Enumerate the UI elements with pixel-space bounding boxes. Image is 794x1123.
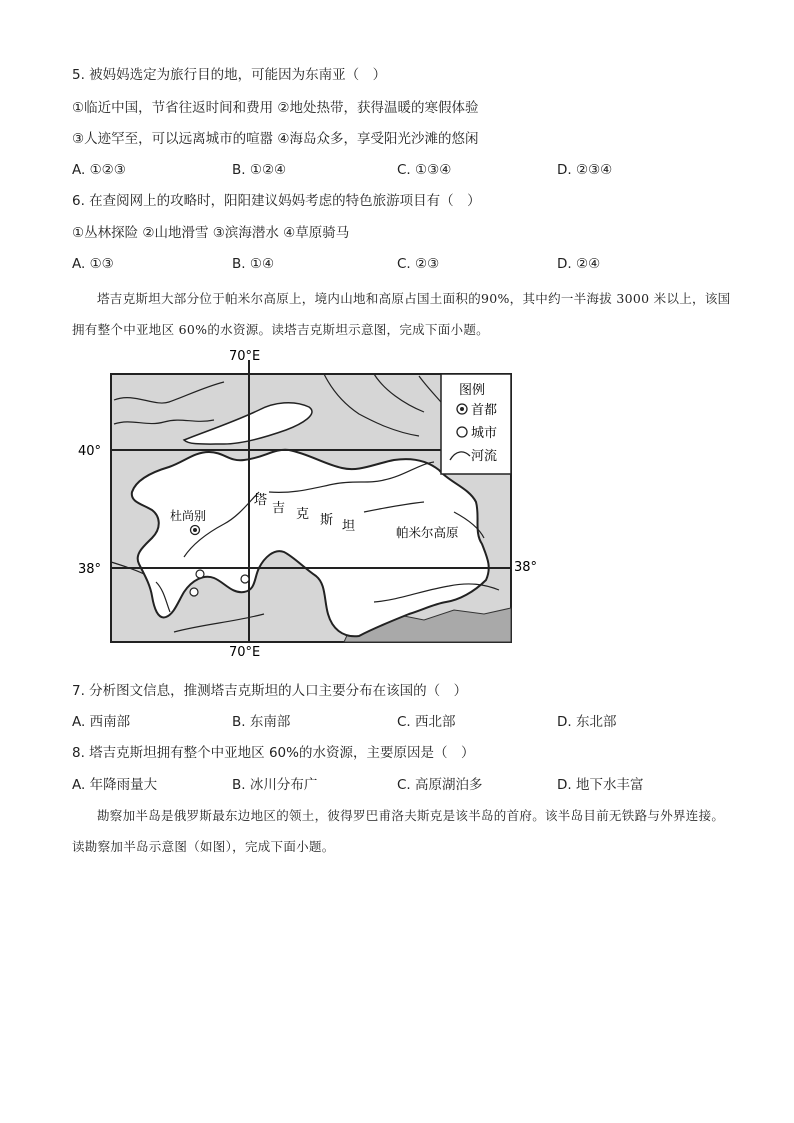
capital-marker-dot [193,528,197,532]
legend-title: 图例 [459,383,486,398]
q5-choice-line-1: ①临近中国，节省往返时间和费用 ②地处热带，获得温暖的寒假体验 [72,100,479,116]
q7-option-c: C. 西北部 [397,714,456,730]
q7-option-a: A. 西南部 [72,714,131,730]
q5-option-d: D. ②③④ [557,162,613,178]
legend-city: 城市 [471,426,498,441]
q5-option-a: A. ①②③ [72,162,126,178]
q8-option-c: C. 高原湖泊多 [397,777,483,793]
lon-top-label: 70°E [229,349,261,364]
country-label-char: 斯 [320,513,334,528]
q5-stem: 5. 被妈妈选定为旅行目的地，可能因为东南亚（ ） [72,67,387,83]
q5-option-b: B. ①②④ [232,162,287,178]
q6-option-b: B. ①④ [232,256,275,272]
lat-40-label: 40° [78,444,102,459]
lon-bottom-label: 70°E [229,645,261,660]
plateau-label: 帕米尔高原 [396,525,459,540]
q8-option-d: D. 地下水丰富 [557,777,644,793]
q5-option-c: C. ①③④ [397,162,452,178]
q6-option-d: D. ②④ [557,256,601,272]
capital-label: 杜尚别 [170,509,207,523]
lat-38-right-label: 38° [514,560,538,575]
country-label-char: 克 [296,507,310,522]
lat-38-left-label: 38° [78,562,102,577]
q7-stem: 7. 分析图文信息，推测塔吉克斯坦的人口主要分布在该国的（ ） [72,683,468,699]
kamchatka-passage: 勘察加半岛是俄罗斯最东边地区的领土，彼得罗巴甫洛夫斯克是该半岛的首府。该半岛目前无铁路与外界连接。读勘察加半岛示意图（如图），完成下面小题。 [72,808,725,854]
q6-choice-line-1: ①丛林探险 ②山地滑雪 ③滨海潜水 ④草原骑马 [72,225,350,241]
q6-stem: 6. 在查阅网上的攻略时，阳阳建议妈妈考虑的特色旅游项目有（ ） [72,193,481,209]
city-marker [241,575,249,583]
q5-choice-line-2: ③人迹罕至，可以远离城市的喧嚣 ④海岛众多，享受阳光沙滩的悠闲 [72,131,479,147]
q7-option-b: B. 东南部 [232,714,291,730]
q8-stem: 8. 塔吉克斯坦拥有整个中亚地区 60%的水资源，主要原因是（ ） [72,745,475,761]
q6-option-a: A. ①③ [72,256,114,272]
country-label-char: 塔 [254,493,268,508]
q7-option-d: D. 东北部 [557,714,617,730]
tajikistan-passage: 塔吉克斯坦大部分位于帕米尔高原上，境内山地和高原占国土面积的90%，其中约一半海拔 3000 米以上，该国拥有整个中亚地区 60%的水资源。读塔吉克斯坦示意图，完成下面小题。 [72,291,731,337]
tajikistan-map [74,349,538,664]
city-marker [190,588,198,596]
city-marker [196,570,204,578]
country-label-char: 坦 [342,519,356,534]
q6-option-c: C. ②③ [397,256,440,272]
country-label-char: 吉 [272,501,286,516]
q8-option-a: A. 年降雨量大 [72,777,158,793]
capital-legend-icon-dot [460,407,464,411]
legend-river: 河流 [471,449,498,464]
q8-option-b: B. 冰川分布广 [232,777,318,793]
legend-capital: 首都 [471,403,498,418]
